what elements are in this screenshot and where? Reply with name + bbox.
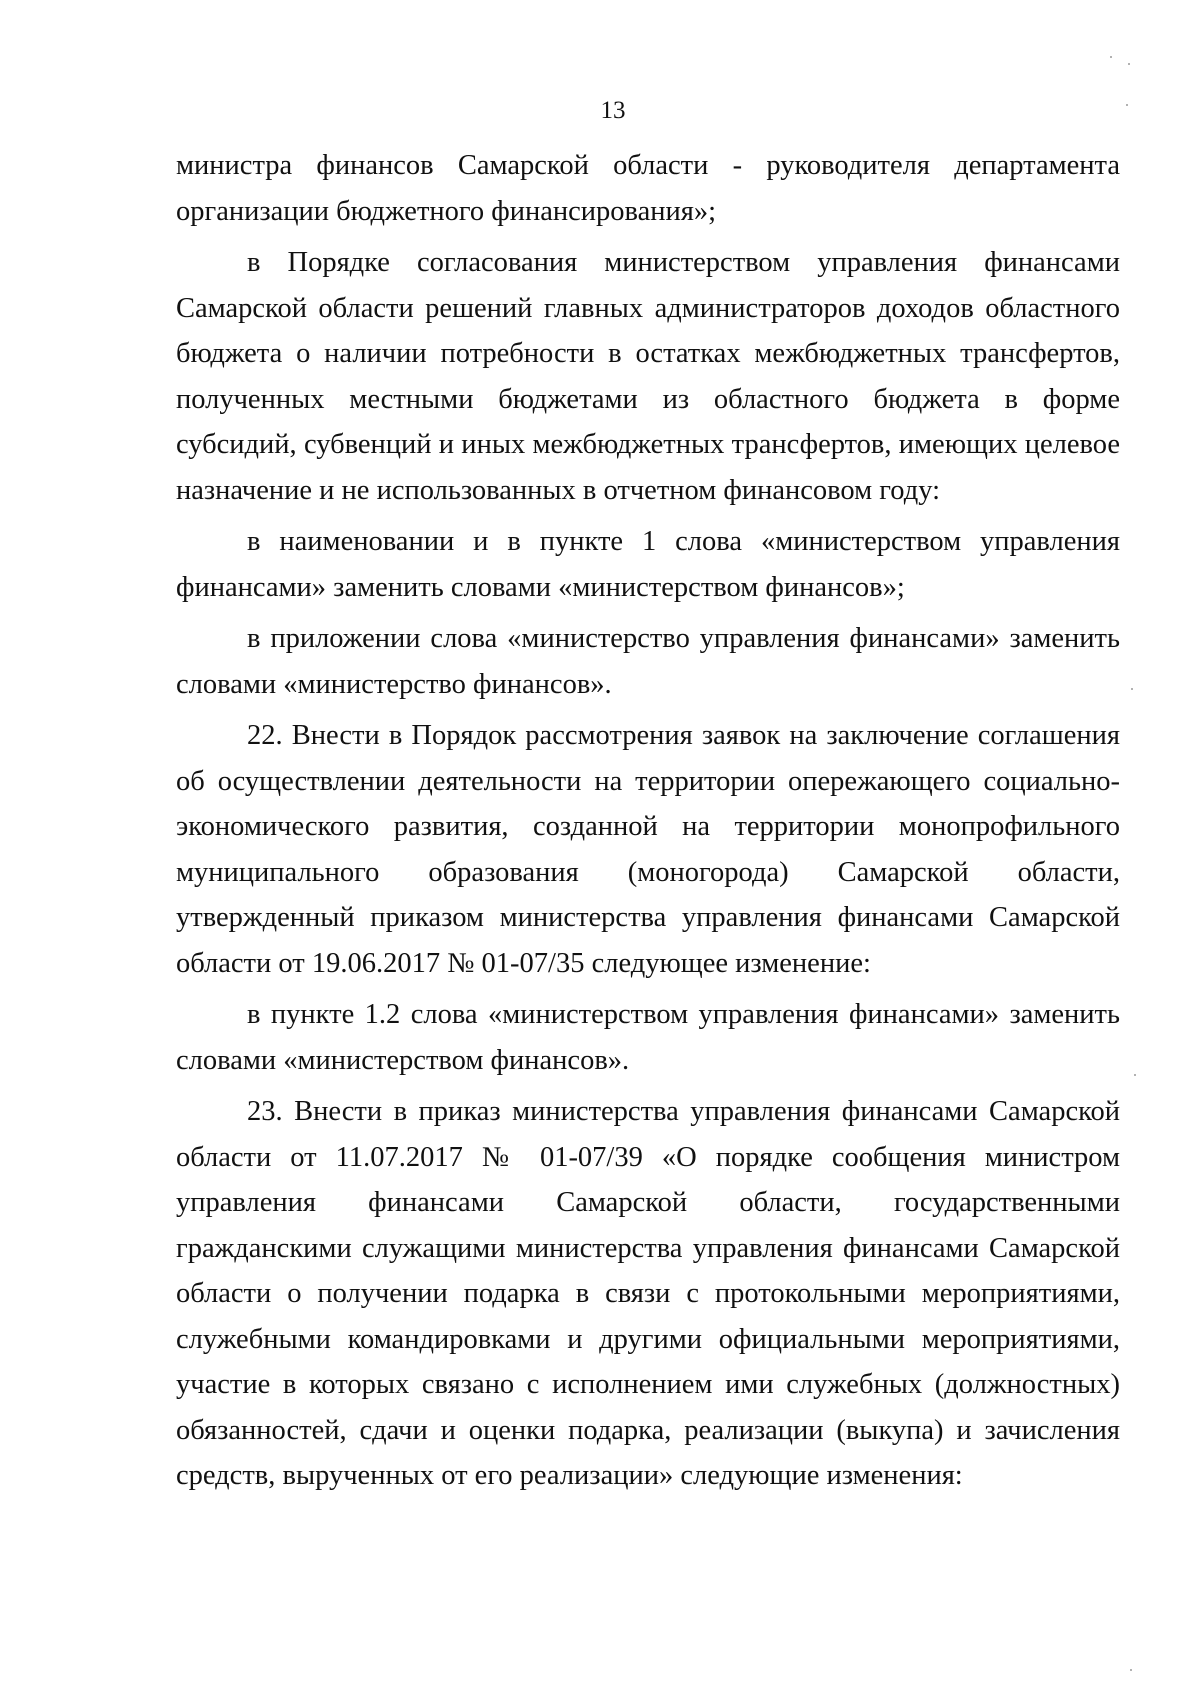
paragraph-approval-procedure: в Порядке согласования министерством управления финансами Самарской области решений главных администраторов доходов областного бюджета о наличии потребности в остатках межбюджетных трансфертов, полученных местными бюджетами из областного бюджета в форме субсидий, субвенций и иных межбюджетных трансфертов, имеющих целевое назначение и не использованных в отчетном финансовом году: xyxy=(176,247,1120,506)
scan-speck xyxy=(1134,1074,1136,1076)
paragraph-item-22: 22. Внести в Порядок рассмотрения заявок на заключение соглашения об осуществлении деятельности на территории опережающего социально-экономического развития, созданной на территории монопрофильного муниципального образования (моногорода) Самарской области, утвержденный приказом министерства управления финансами Самарской области от 19.06.2017 № 01-07/35 следующее изменение: xyxy=(176,720,1120,979)
scan-speck xyxy=(1110,56,1112,58)
scan-speck xyxy=(1128,63,1130,65)
document-body xyxy=(176,143,1120,1499)
scan-speck xyxy=(1130,1669,1132,1671)
paragraph-item-23: 23. Внести в приказ министерства управления финансами Самарской области от 11.07.2017 № 01-07/39 «О порядке сообщения министром управления финансами Самарской области, государственными гражданскими служащими министерства управления финансами Самарской области о получении подарка в связи с протокольными мероприятиями, служебными командировками и другими официальными мероприятиями, участие в которых связано с исполнением ими служебных (должностных) обязанностей, сдачи и оценки подарка, реализации (выкупа) и зачисления средств, вырученных от его реализации» следующие изменения: xyxy=(176,1096,1120,1491)
paragraph-continuation: министра финансов Самарской области - руководителя департамента организации бюджетного финансирования»; xyxy=(176,150,1120,227)
page-number: 13 xyxy=(600,97,626,124)
scan-speck xyxy=(1131,688,1133,690)
paragraph-title-change: в наименовании и в пункте 1 слова «министерством управления финансами» заменить словами «министерством финансов»; xyxy=(176,526,1120,603)
paragraph-point-1-2-change: в пункте 1.2 слова «министерством управления финансами» заменить словами «министерством финансов». xyxy=(176,999,1120,1076)
scan-speck xyxy=(1126,104,1128,106)
paragraph-appendix-change: в приложении слова «министерство управления финансами» заменить словами «министерство финансов». xyxy=(176,623,1120,700)
